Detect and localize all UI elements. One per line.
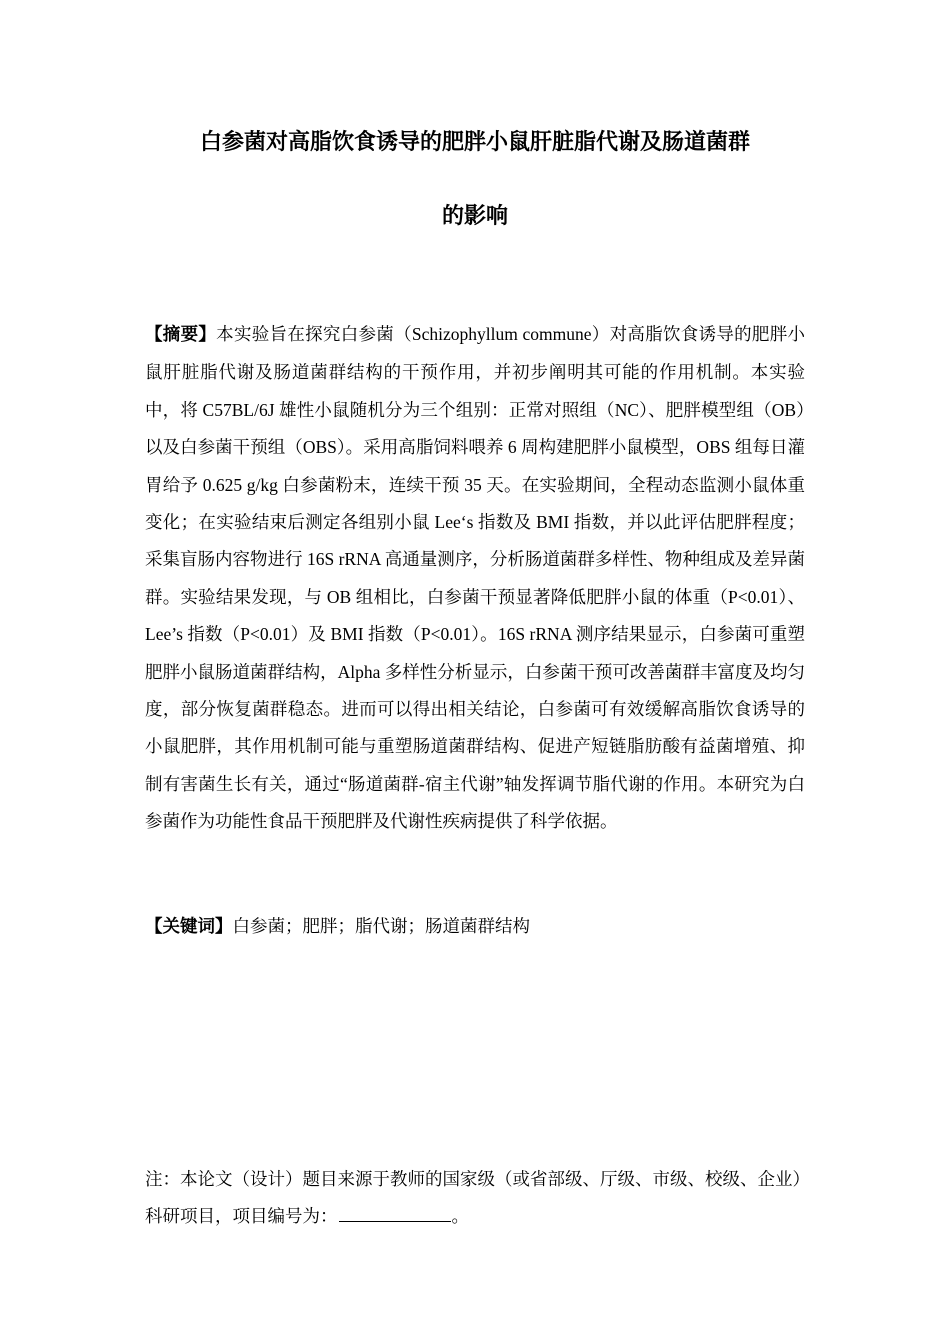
paper-title-line-2: 的影响 <box>441 204 508 229</box>
abstract-paragraph <box>145 316 805 841</box>
funding-note <box>145 1161 820 1236</box>
keywords-text: 白参菌；肥胖；脂代谢；肠道菌群结构 <box>232 916 530 936</box>
paper-title-line-1: 白参菌对高脂饮食诱导的肥胖小鼠肝脏脂代谢及肠道菌群 <box>199 130 750 155</box>
abstract-text: 本实验旨在探究白参菌（Schizophyllum commune）对高脂饮食诱导的肥胖小鼠肝脏脂代谢及肠道菌群结构的干预作用，并初步阐明其可能的作用机制。本实验中，将 C57BL/6J 雄性小鼠随机分为三个组别：正常对照组（NC）、肥胖模型组（OB）以及白参菌干预组（OBS）。采用高脂饲料喂养 6 周构建肥胖小鼠模型，OBS 组每日灌胃给予 0.625 g/kg 白参菌粉末，连续干预 35 天。在实验期间，全程动态监测小鼠体重变化；在实验结束后测定各组别小鼠 Lee‘s 指数及 BMI 指数，并以此评估肥胖程度；采集盲肠内容物进行 16S rRNA 高通量测序，分析肠道菌群多样性、物种组成及差异菌群。实验结果发现，与 OB 组相比，白参菌干预显著降低肥胖小鼠的体重（P<0.01）、Lee’s 指数（P<0.01）及 BMI 指数（P<0.01）。16S rRNA 测序结果显示，白参菌可重塑肥胖小鼠肠道菌群结构，Alpha 多样性分析显示，白参菌干预可改善菌群丰富度及均匀度，部分恢复菌群稳态。进而可以得出相关结论，白参菌可有效缓解高脂饮食诱导的小鼠肥胖，其作用机制可能与重塑肠道菌群结构、促进产短链脂肪酸有益菌增殖、抑制有害菌生长有关，通过“肠道菌群-宿主代谢”轴发挥调节脂代谢的作用。本研究为白参菌作为功能性食品干预肥胖及代谢性疾病提供了科学依据。 <box>145 324 805 832</box>
abstract-label: 【摘要】 <box>145 325 217 345</box>
keywords-paragraph <box>145 908 805 946</box>
funding-note-text: 注：本论文（设计）题目来源于教师的国家级（或省部级、厅级、市级、校级、企业）科研项目，项目编号为： <box>145 1169 810 1227</box>
project-number-blank <box>339 1203 451 1222</box>
funding-note-suffix: 。 <box>451 1206 469 1227</box>
keywords-label: 【关键词】 <box>145 917 233 937</box>
